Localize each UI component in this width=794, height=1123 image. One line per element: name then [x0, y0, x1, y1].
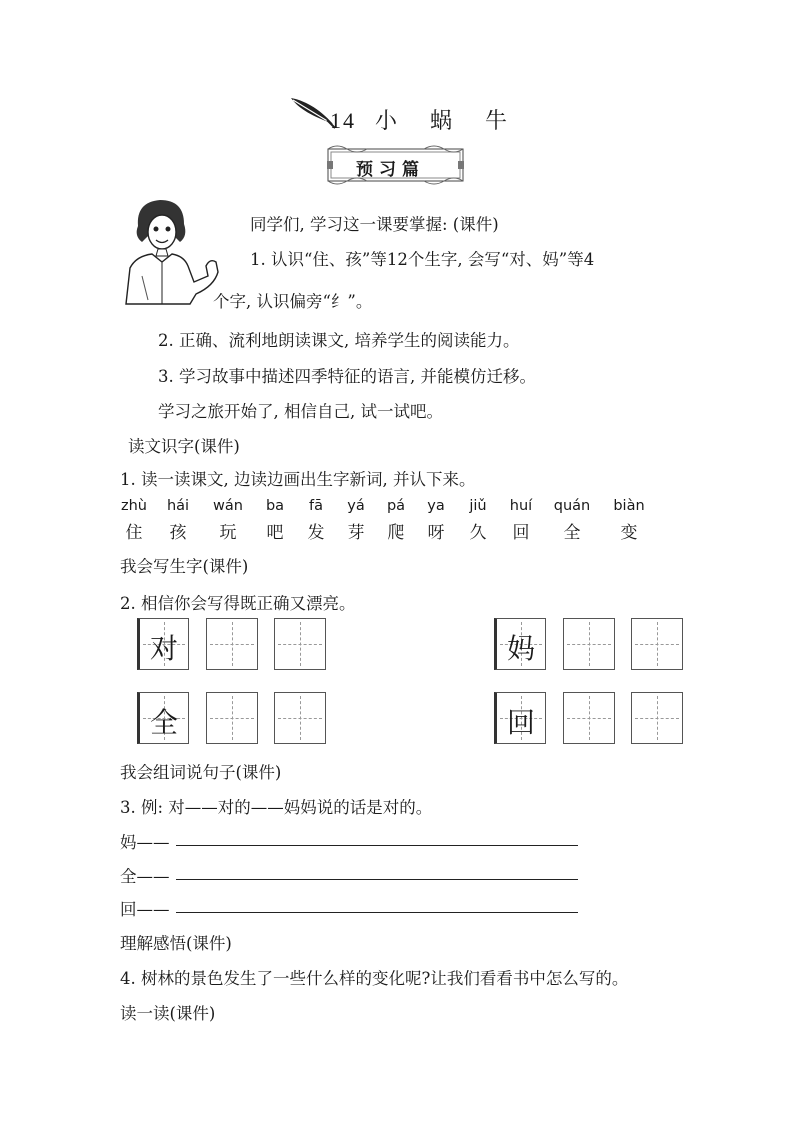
- task-4: 4. 树林的景色发生了一些什么样的变化呢?让我们看看书中怎么写的。: [120, 969, 629, 988]
- section-heading-writing: 我会写生字(课件): [120, 557, 249, 576]
- pinyin: biàn: [613, 498, 645, 514]
- task-2: 2. 相信你会写得既正确又漂亮。: [120, 594, 356, 613]
- writing-box[interactable]: [274, 618, 326, 670]
- goal-2: 2. 正确、流利地朗读课文, 培养学生的阅读能力。: [158, 331, 520, 350]
- encouragement: 学习之旅开始了, 相信自己, 试一试吧。: [158, 402, 443, 421]
- sample-char-box: [137, 618, 189, 670]
- writing-box[interactable]: [274, 692, 326, 744]
- sample-char: 对: [149, 632, 178, 665]
- answer-line[interactable]: [176, 845, 578, 846]
- pinyin: fā: [309, 498, 323, 514]
- hanzi: 住: [125, 523, 143, 543]
- task-1: 1. 读一读课文, 边读边画出生字新词, 并认下来。: [120, 470, 476, 489]
- hanzi: 爬: [387, 523, 405, 543]
- writing-box[interactable]: [563, 618, 615, 670]
- sample-char-box: [494, 618, 546, 670]
- writing-box[interactable]: [631, 692, 683, 744]
- lesson-number: 14: [330, 108, 356, 133]
- title-char: 牛: [485, 109, 510, 134]
- word-prompt: 妈——: [120, 833, 170, 852]
- hanzi: 回: [512, 523, 530, 543]
- sample-char-box: [137, 692, 189, 744]
- sample-char: 妈: [506, 632, 535, 665]
- title-char: 小: [375, 109, 400, 134]
- goal-1-part-a: 1. 认识“住、孩”等12个生字, 会写“对、妈”等4: [250, 250, 595, 269]
- banner-label: 预习篇: [356, 160, 425, 180]
- pinyin: ya: [427, 498, 445, 514]
- hanzi: 变: [620, 523, 638, 543]
- pinyin: wán: [213, 498, 243, 514]
- goal-3: 3. 学习故事中描述四季特征的语言, 并能模仿迁移。: [158, 367, 536, 386]
- goal-1-part-b: 个字, 认识偏旁“纟”。: [213, 292, 373, 311]
- pinyin: yá: [347, 498, 365, 514]
- pinyin: zhù: [121, 498, 147, 514]
- sample-char-box: [494, 692, 546, 744]
- hanzi: 发: [307, 523, 325, 543]
- pinyin: quán: [553, 498, 591, 514]
- pinyin: jiǔ: [469, 498, 487, 514]
- hanzi: 久: [469, 523, 487, 543]
- sample-char: 全: [149, 706, 178, 739]
- pinyin: ba: [265, 498, 285, 514]
- answer-line[interactable]: [176, 912, 578, 913]
- teacher-illustration: [118, 196, 222, 310]
- lesson-title: [330, 104, 531, 135]
- word-prompt: 回——: [120, 900, 170, 919]
- word-prompt: 全——: [120, 867, 170, 886]
- read-aloud-label: 读一读(课件): [120, 1004, 216, 1023]
- writing-box[interactable]: [206, 618, 258, 670]
- answer-line[interactable]: [176, 879, 578, 880]
- hanzi: 全: [563, 523, 581, 543]
- pinyin: huí: [509, 498, 533, 514]
- pinyin: hái: [166, 498, 190, 514]
- sample-char: 回: [506, 706, 535, 739]
- hanzi: 玩: [219, 523, 237, 543]
- hanzi: 吧: [266, 523, 284, 543]
- hanzi: 芽: [347, 523, 365, 543]
- writing-box[interactable]: [631, 618, 683, 670]
- writing-box[interactable]: [563, 692, 615, 744]
- hanzi: 呀: [427, 523, 445, 543]
- title-char: 蜗: [430, 109, 455, 134]
- section-heading-understanding: 理解感悟(课件): [120, 934, 232, 953]
- section-heading-words: 我会组词说句子(课件): [120, 763, 282, 782]
- hanzi: 孩: [169, 523, 187, 543]
- writing-box[interactable]: [206, 692, 258, 744]
- intro-line: 同学们, 学习这一课要掌握: (课件): [250, 215, 499, 234]
- section-heading-reading: 读文识字(课件): [128, 437, 240, 456]
- pinyin: pá: [386, 498, 406, 514]
- example-sentence: 3. 例: 对——对的——妈妈说的话是对的。: [120, 798, 433, 817]
